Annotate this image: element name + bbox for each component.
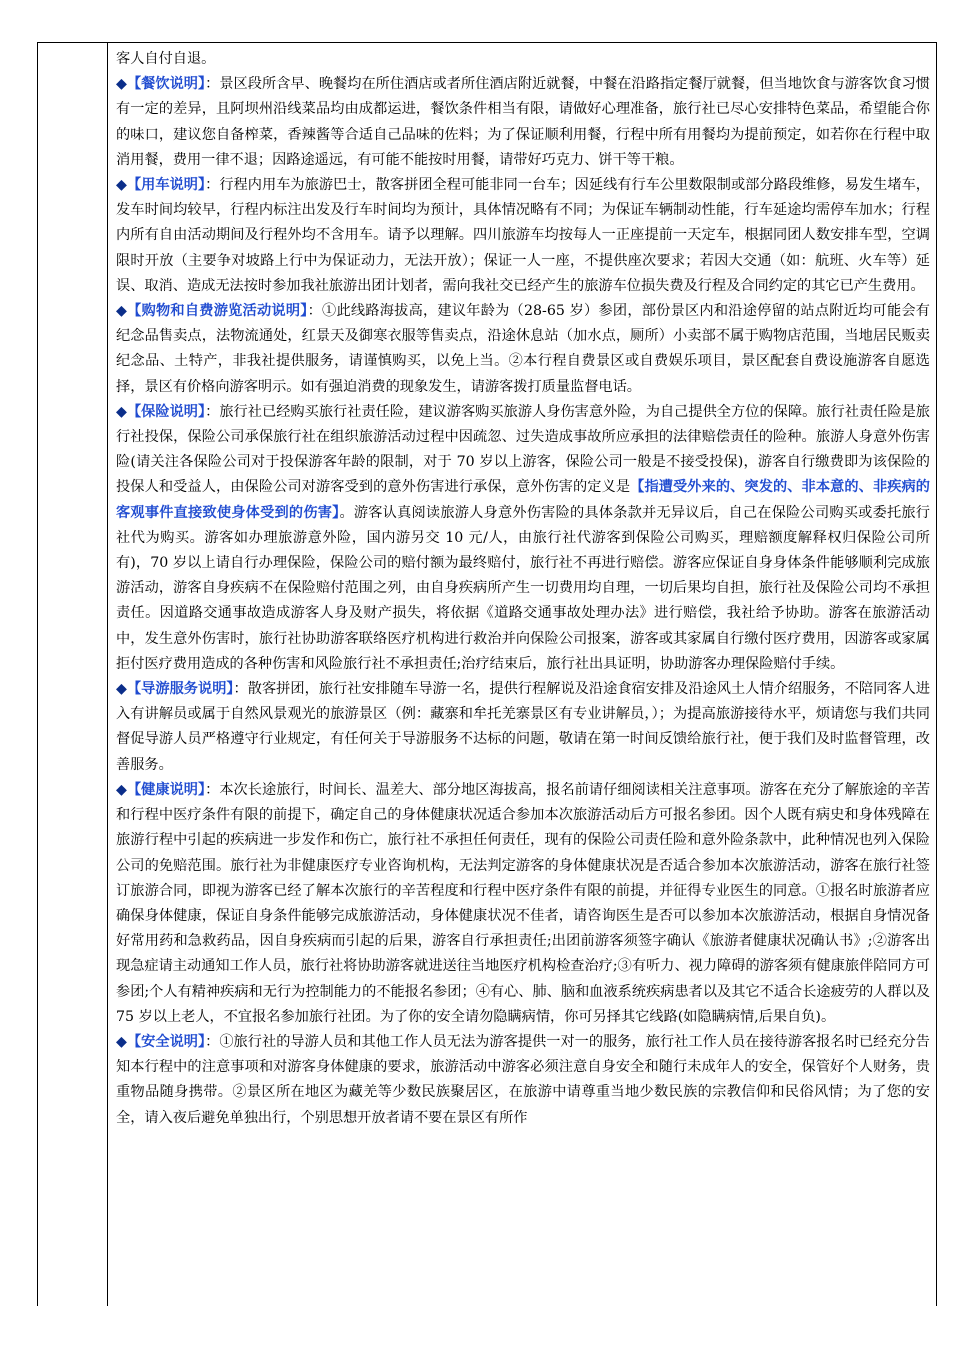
section-vehicle [116,173,930,299]
section-title: 【用车说明】 [126,177,206,194]
section-body: ：行程内用车为旅游巴士，散客拼团全程可能非同一台车；因延线有行车公里数限制或部分路段维修，易发生堵车，发车时间均较早，行程内标注出发及行车时间均为预计，具体情况略有不同；为保证车辆制动性能，行车延途均需停车加水；行程内所有自由活动期间及行程外均不含用车。请予以理解。四川旅游车均按每人一正座提前一天定车，根据同团人数安排车型，空调限时开放（主要争对坡路上行中为保证动力，无法开放）；保证一人一座，不提供座次要求；若因大交通（如：航班、火车等）延误、取消、造成无法按时参加我社旅游出团计划者，需向我社交已经产生的旅游车位损失费及行程及合同约定的其它已产生费用。 [116,177,930,294]
diamond-bullet-icon: ◆ [116,403,127,420]
accident-definition-highlight: 【指遭受外来的、突发的、非本意的、非疾病的客观事件直接致使身体受到的伤害】 [116,479,930,521]
section-body: ：景区段所含早、晚餐均在所住酒店或者所住酒店附近就餐，中餐在沿路指定餐厅就餐，但当地饮食与游客饮食习惯有一定的差异，且阿坝州沿线菜品均由成都运进，餐饮条件相当有限，请做好心理准备，旅行社已尽心安排特色菜品，希望能合你的味口，建议您自备榨菜，香辣酱等合适自己品味的佐料；为了保证顺利用餐，行程中所有用餐均为提前预定，如若你在行程中取消用餐，费用一律不退；因路途遥远，有可能不能按时用餐，请带好巧克力、饼干等干粮。 [116,76,930,168]
notice-table [37,42,937,1306]
diamond-bullet-icon: ◆ [116,76,127,93]
left-column [38,43,108,1306]
section-title: 【保险说明】 [126,403,206,420]
section-safety [116,1030,930,1131]
section-body: ：①旅行社的导游人员和其他工作人员无法为游客提供一对一的服务，旅行社工作人员在接待游客报名时已经充分告知本行程中的注意事项和对游客身体健康的要求，旅游活动中游客必须注意自身安全和随行未成年人的安全，保管好个人财务，贵重物品随身携带。②景区所在地区为藏羌等少数民族聚居区，在旅游中请尊重当地少数民族的宗教信仰和民俗风情；为了您的安全，请入夜后避免单独出行，个别思想开放者请不要在景区有所作 [116,1033,930,1126]
diamond-bullet-icon: ◆ [116,681,127,698]
diamond-bullet-icon: ◆ [116,1033,127,1050]
section-body: ：散客拼团，旅行社安排随车导游一名，提供行程解说及沿途食宿安排及沿途风土人情介绍服务，不陪同客人进入有讲解员或属于自然风景观光的旅游景区（例：藏寨和牟托羌寨景区有专业讲解员，）；为提高旅游接待水平，烦请您与我们共同督促导游人员严格遵守行业规定，有任何关于导游服务不达标的问题，敬请在第一时间反馈给旅行社，便于我们及时监督管理，改善服务。 [116,681,930,773]
diamond-bullet-icon: ◆ [116,781,127,798]
notice-content [108,43,936,1306]
section-title: 【导游服务说明】 [126,681,234,698]
section-title: 【购物和自费游览活动说明】 [127,303,308,320]
intro-line: 客人自付自退。 [116,51,216,67]
section-shopping [116,299,930,400]
section-title: 【安全说明】 [126,1033,206,1050]
section-health [116,778,930,1030]
section-guide [116,677,930,778]
section-body: ：本次长途旅行，时间长、温差大、部分地区海拔高，报名前请仔细阅读相关注意事项。游客在充分了解旅途的辛苦和行程中医疗条件有限的前提下，确定自己的身体健康状况适合参加本次旅游活动后方可报名参团。因个人既有病史和身体残障在旅游行程中引起的疾病进一步发作和伤亡，旅行社不承担任何责任，现有的保险公司责任险和意外险条款中，此种情况也列入保险公司的免赔范围。旅行社为非健康医疗专业咨询机构，无法判定游客的身体健康状况是否适合参加本次旅游活动，游客在旅行社签订旅游合同，即视为游客已经了解本次旅行的辛苦程度和行程中医疗条件有限的前提，并征得专业医生的同意。①报名时旅游者应确保身体健康，保证自身条件能够完成旅游活动，身体健康状况不佳者，请咨询医生是否可以参加本次旅游活动，根据自身情况备好常用药和急救药品，因自身疾病而引起的后果，游客自行承担责任;出团前游客须签字确认《旅游者健康状况确认书》;②游客出现急症请主动通知工作人员，旅行社将协助游客就进送往当地医疗机构检查治疗;③有听力、视力障碍的游客须有健康旅伴陪同方可参团;个人有精神疾病和无行为控制能力的不能报名参团；④有心、肺、脑和血液系统疾病患者以及其它不适合长途疲劳的人群以及 75 岁以上老人，不宜报名参加旅行社团。为了你的安全请勿隐瞒病情，你可另择其它线路(如隐瞒病情,后果自负)。 [116,781,930,1025]
section-body-continued: 。游客认真阅读旅游人身意外伤害险的具体条款并无异议后，自己在保险公司购买或委托旅行社代为购买。游客如办理旅游意外险，国内游另交 10 元/人，由旅行社代游客到保险公司购买，理赔额度解释权归保险公司所有)，70 岁以上请自行办理保险，保险公司的赔付额为最终赔付，旅行社不再进行赔偿。游客应保证自身身体条件能够顺利完成旅游活动，游客自身疾病不在保险赔付范围之列，由自身疾病所产生一切费用均自理，一切后果均自担，旅行社及保险公司均不承担责任。因道路交通事故造成游客人身及财产损失，将依据《道路交通事故处理办法》进行赔偿，我社给予协助。游客在旅游活动中，发生意外伤害时，旅行社协助游客联络医疗机构进行救治并向保险公司报案，游客或其家属自行缴付医疗费用，因游客或家属拒付医疗费用造成的各种伤害和风险旅行社不承担责任;治疗结束后，旅行社出具证明，协助游客办理保险赔付手续。 [116,504,930,672]
section-title: 【餐饮说明】 [126,76,206,93]
section-body: ：旅行社已经购买旅行社责任险，建议游客购买旅游人身伤害意外险，为自己提供全方位的保障。旅行社责任险是旅行社投保，保险公司承保旅行社在组织旅游活动过程中因疏忽、过失造成事故所应承担的法律赔偿责任的险种。旅游人身意外伤害险(请关注各保险公司对于投保游客年龄的限制，对于 70 岁以上游客，保险公司一般是不接受投保)，游客自行缴费即为该保险的投保人和受益人，由保险公司对游客受到的意外伤害进行承保，意外伤害的定义是 [116,403,930,496]
section-body: ：①此线路海拔高，建议年龄为（28-65 岁）参团，部份景区内和沿途停留的站点附近均可能会有纪念品售卖点，法物流通处，红景天及御寒衣服等售卖点，沿途休息站（加水点，厕所）小卖部不属于购物店范围，当地居民贩卖纪念品、土特产，非我社提供服务，请谨慎购买，以免上当。②本行程自费景区或自费娱乐项目，景区配套自费设施游客自愿选择，景区有价格向游客明示。如有强迫消费的现象发生，请游客拨打质量监督电话。 [116,303,930,395]
section-insurance [116,400,930,677]
section-dining [116,72,930,173]
diamond-bullet-icon: ◆ [116,177,127,194]
diamond-bullet-icon: ◆ [116,303,128,320]
section-title: 【健康说明】 [126,781,206,798]
